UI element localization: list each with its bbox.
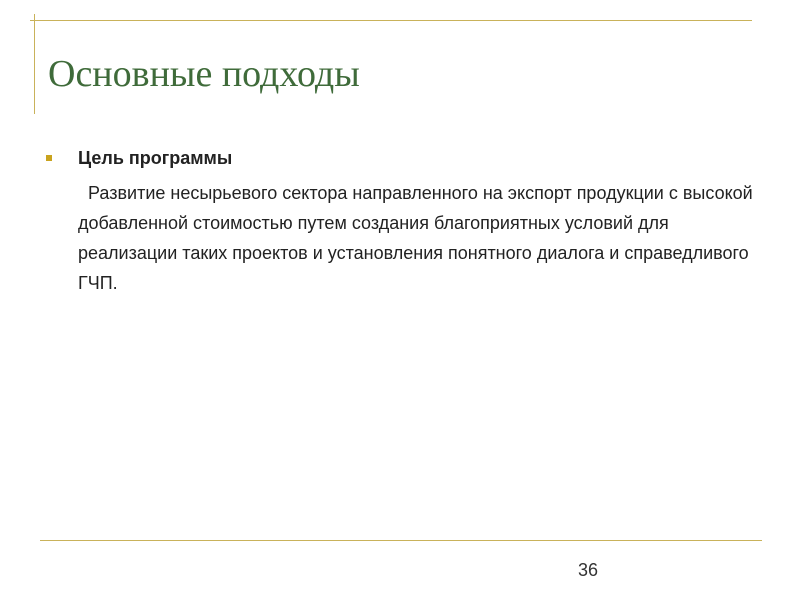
- bullet-body-text: Развитие несырьевого сектора направленного на экспорт продукции с высокой добавленной стоимостью путем создания благоприятных условий для реализации таких проектов и установления понятного диалога и справедливого ГЧП.: [78, 183, 753, 293]
- frame-bottom-line: [40, 540, 762, 541]
- frame-top-line: [30, 20, 752, 21]
- frame-left-line: [34, 14, 35, 114]
- bullet-heading: Цель программы: [78, 148, 233, 168]
- slide-title: Основные подходы: [48, 53, 360, 95]
- square-bullet-icon: [46, 155, 52, 161]
- page-number: 36: [578, 560, 599, 580]
